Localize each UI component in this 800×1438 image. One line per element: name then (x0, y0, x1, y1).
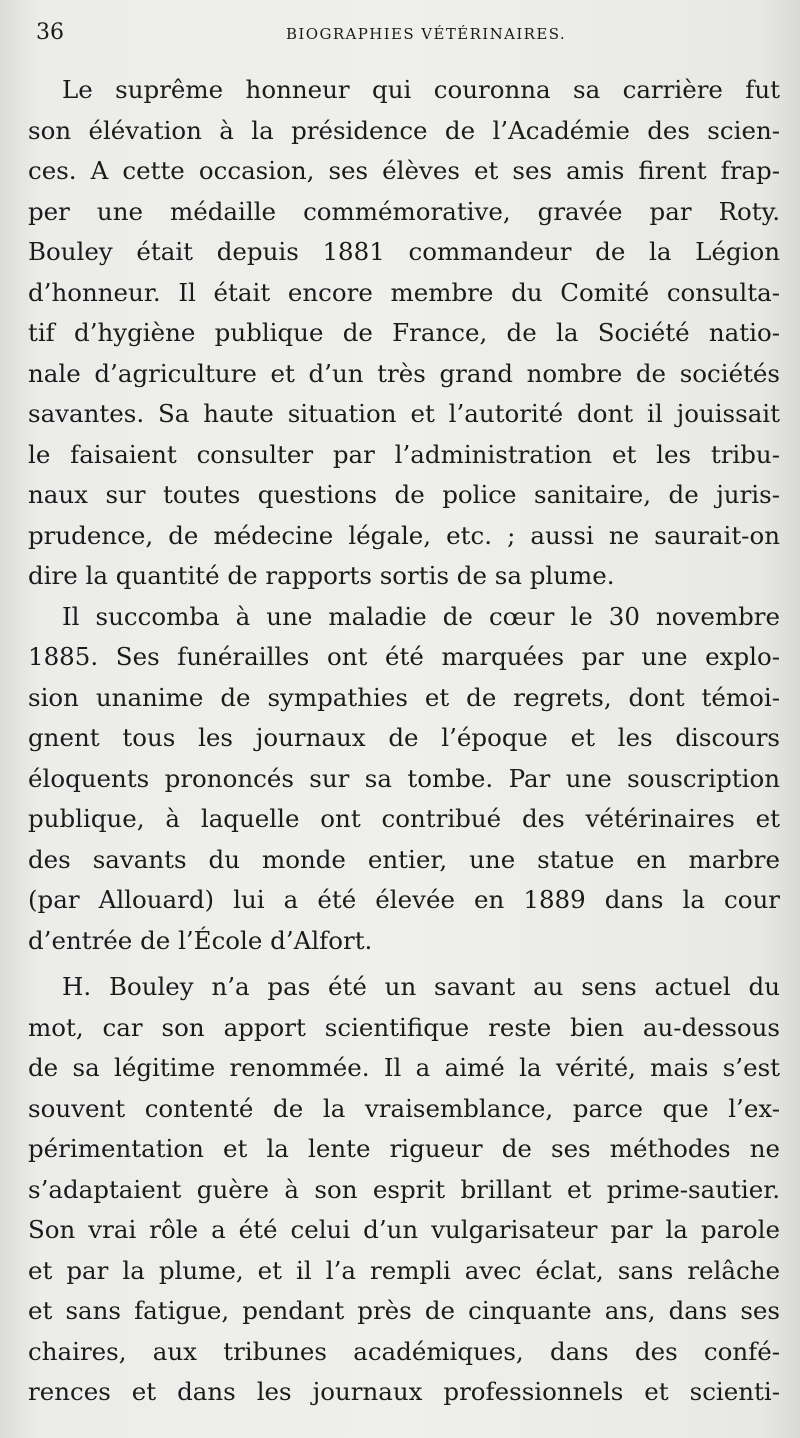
paragraph (28, 967, 780, 1413)
text-line: ces. A cette occasion, ses élèves et ses amis firent frap- (28, 156, 780, 185)
text-line: savantes. Sa haute situation et l’autorité dont il jouissait (28, 399, 780, 428)
text-line: prudence, de médecine légale, etc. ; aussi ne saurait-on (28, 520, 780, 550)
text-line: et sans fatigue, pendant près de cinquante ans, dans ses (28, 1296, 780, 1325)
text-line: gnent tous les journaux de l’époque et les discours (28, 723, 780, 752)
text-line: H. Bouley n’a pas été un savant au sens actuel du (62, 972, 780, 1001)
text-line: s’adaptaient guère à son esprit brillant et prime-sautier. (28, 1174, 780, 1204)
text-line: mot, car son apport scientifique reste bien au-dessous (28, 1012, 780, 1042)
text-line: de sa légitime renommée. Il a aimé la vérité, mais s’est (28, 1053, 780, 1082)
text-line: Son vrai rôle a été celui d’un vulgarisateur par la parole (28, 1215, 780, 1244)
text-line: naux sur toutes questions de police sanitaire, de juris- (28, 480, 780, 509)
text-line: sion unanime de sympathies et de regrets, dont témoi- (28, 682, 780, 712)
text-line: éloquents prononcés sur sa tombe. Par une souscription (28, 763, 780, 793)
text-line: périmentation et la lente rigueur de ses méthodes ne (28, 1134, 780, 1163)
text-line: per une médaille commémorative, gravée par Roty. (28, 196, 780, 226)
text-line: Le suprême honneur qui couronna sa carrière fut (62, 75, 780, 104)
text-line: souvent contenté de la vraisemblance, parce que l’ex- (28, 1093, 780, 1123)
text-line: (par Allouard) lui a été élevée en 1889 dans la cour (28, 885, 780, 914)
text-line: d’entrée de l’École d’Alfort. (28, 925, 373, 955)
text-line: Il succomba à une maladie de cœur le 30 novembre (62, 601, 780, 631)
text-line: tif d’hygiène publique de France, de la Société natio- (28, 318, 780, 347)
text-line: rences et dans les journaux professionnels et scienti- (28, 1377, 780, 1406)
text-line: son élévation à la présidence de l’Académie des scien- (28, 115, 780, 145)
paragraph (28, 597, 780, 962)
text-line: nale d’agriculture et d’un très grand nombre de sociétés (28, 358, 780, 388)
text-line: et par la plume, et il l’a rempli avec éclat, sans relâche (28, 1255, 780, 1285)
text-line: le faisaient consulter par l’administration et les tribu- (28, 439, 780, 469)
text-line: 1885. Ses funérailles ont été marquées par une explo- (28, 642, 780, 671)
text-line: des savants du monde entier, une statue en marbre (28, 844, 780, 874)
text-line: Bouley était depuis 1881 commandeur de la Légion (28, 237, 780, 266)
running-head: BIOGRAPHIES VÉTÉRINAIRES. (286, 25, 567, 43)
page-number: 36 (36, 20, 64, 45)
text-line: chaires, aux tribunes académiques, dans des confé- (28, 1336, 780, 1366)
page-header (28, 20, 780, 50)
paragraph (28, 70, 780, 597)
text-line: publique, à laquelle ont contribué des vétérinaires et (28, 804, 780, 833)
text-line: d’honneur. Il était encore membre du Comité consulta- (28, 277, 780, 307)
text-line: dire la quantité de rapports sortis de sa plume. (28, 561, 615, 590)
body-text (28, 70, 780, 1413)
